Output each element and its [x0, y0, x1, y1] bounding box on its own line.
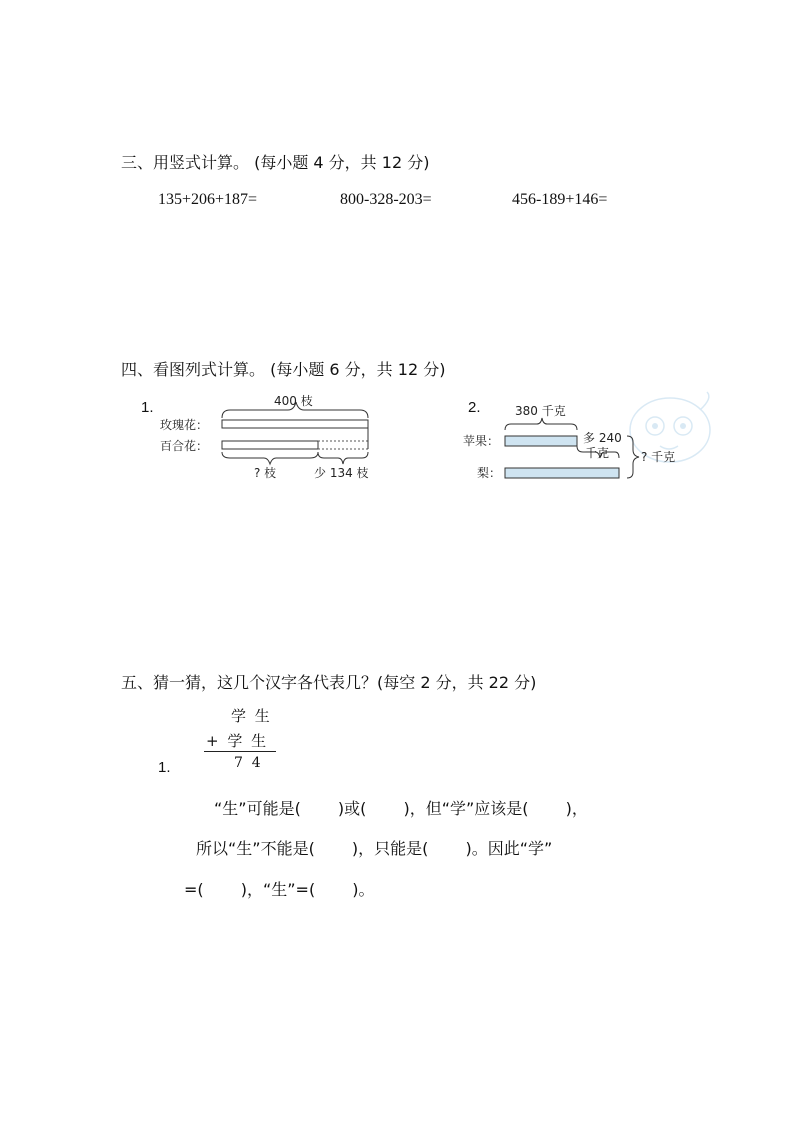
question-2-number: 2. — [468, 399, 481, 416]
expression-2: 800-328-203= — [340, 191, 432, 208]
rose-label: 玫瑰花： — [160, 418, 209, 432]
reasoning-line-2: 所以“生”不能是( )，只能是( )。因此“学” — [196, 839, 553, 858]
section-4-title: 四、看图列式计算。 (每小题 6 分，共 12 分) — [121, 360, 446, 379]
question-1-number: 1. — [158, 759, 171, 776]
question-1-number: 1. — [141, 399, 154, 416]
addend-row-1: 学 生 — [231, 707, 272, 725]
sum-line — [204, 751, 276, 752]
expression-1: 135+206+187= — [158, 191, 258, 208]
lily-bar — [222, 441, 318, 449]
less-brace — [318, 452, 368, 464]
sum-result: 7 4 — [234, 755, 261, 771]
apple-amount: 380 千克 — [515, 404, 566, 418]
apple-pear-diagram — [455, 390, 715, 490]
apple-brace — [505, 418, 577, 430]
section-5-title: 五、猜一猜，这几个汉字各代表几？(每空 2 分，共 22 分) — [121, 673, 537, 692]
total-brace — [627, 436, 639, 478]
reasoning-line-1: “生”可能是( )或( )，但“学”应该是( )， — [214, 799, 588, 818]
pear-bar — [505, 468, 619, 478]
unknown-brace — [222, 452, 318, 464]
apple-label: 苹果： — [463, 434, 500, 448]
rose-bar — [222, 420, 368, 428]
expression-3: 456-189+146= — [512, 191, 608, 208]
total-label: ? 千克 — [641, 450, 676, 464]
more-line2: 千克 — [585, 446, 610, 460]
pear-label: 梨： — [477, 466, 502, 480]
apple-bar — [505, 436, 577, 446]
more-line1: 多 240 — [583, 431, 622, 445]
reasoning-line-3: =( )，“生”=( )。 — [184, 880, 375, 899]
lily-label: 百合花： — [160, 439, 209, 453]
less-label: 少 134 枝 — [314, 466, 369, 480]
total-label: 400 枝 — [274, 394, 313, 408]
section-3-title: 三、用竖式计算。 (每小题 4 分，共 12 分) — [121, 153, 430, 172]
addend-row-2: + 学 生 — [206, 732, 269, 750]
unknown-label: ? 枝 — [254, 466, 277, 480]
rose-lily-diagram — [150, 388, 390, 488]
